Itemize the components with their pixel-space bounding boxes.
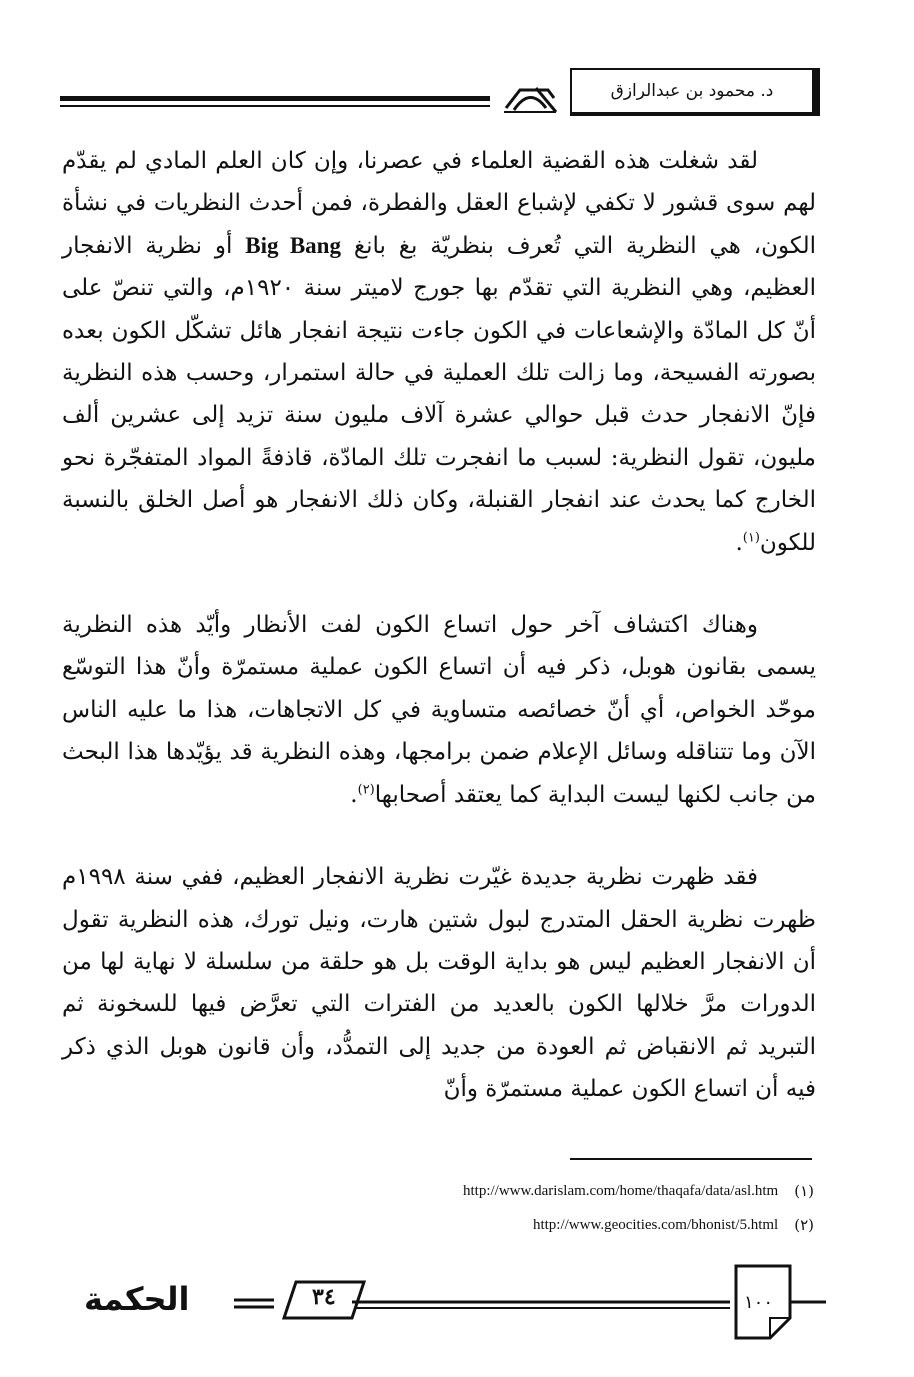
footnote-1 (174, 1174, 814, 1208)
magazine-logo: الحكمة (84, 1280, 190, 1318)
paragraph-1-end: . (735, 529, 743, 556)
paragraph-2-end: . (350, 781, 358, 808)
footnote-separator (570, 1158, 812, 1160)
paragraph-1 (62, 140, 816, 564)
paragraph-3-text: فقد ظهرت نظرية جديدة غيّرت نظرية الانفجار العظيم، ففي سنة ١٩٩٨م ظهرت نظرية الحقل المتدرج لبول شتين هارت، ونيل تورك، هذه النظرية تقول أن الانفجار العظيم ليس هو بداية الوقت بل هو حلقة من سلسلة لا نهاية لها من الدورات مرَّ خلالها الكون بالعديد من الفترات التي تعرَّض فيها للسخونة ثم التبريد ثم الانقباض ثم العودة من جديد إلى التمدُّد، وأن قانون هوبل الذي ذكر فيه أن اتساع الكون عملية مستمرّة وأنّ (62, 864, 816, 1103)
big-bang-term: Big Bang (245, 232, 341, 258)
footnote-2 (174, 1208, 814, 1242)
article-body (62, 140, 816, 1111)
footnotes (174, 1174, 814, 1242)
footnote-ref-1: (١) (742, 530, 760, 545)
page-header (60, 68, 820, 128)
author-name: د. محمود بن عبدالرازق (610, 81, 774, 101)
issue-number: ٣٤ (312, 1284, 336, 1310)
footnote-ref-2: (٢) (357, 782, 375, 798)
pen-icon (500, 78, 560, 118)
footer-ornament (84, 1262, 826, 1342)
paragraph-1-text-b: أو نظرية الانفجار العظيم، وهي النظرية التي تقدّم بها جورج لاميتر سنة ١٩٢٠م، والتي تنصّ على أنّ كل المادّة والإشعاعات في الكون جاءت نتيجة انفجار هائل تشكّل الكون بعده بصورته الفسيحة، وما زالت تلك العملية في حالة استمرار، وحسب هذه النظرية فإنّ الانفجار حدث قبل حوالي عشرة آلاف مليون سنة تزيد إلى عشرين ألف مليون، تقول النظرية: لسبب ما انفجرت تلك المادّة، قاذفةً المواد المتفجّرة نحو الخارج كما يحدث عند انفجار القنبلة، وكان ذلك الانفجار هو أصل الخلق بالنسبة للكون (62, 232, 816, 556)
paragraph-1-text-a: لقد شغلت هذه القضية العلماء في عصرنا، وإن كان العلم المادي لم يقدّم لهم سوى قشور لا تكفي لإشباع العقل والفطرة، فمن أحدث النظريات في نشأة الكون، هي النظرية التي تُعرف بنظريّة بغ بانغ (62, 148, 816, 259)
footnote-link[interactable]: http://www.geocities.com/bhonist/5.html (532, 1217, 779, 1233)
paragraph-2-text: وهناك اكتشاف آخر حول اتساع الكون لفت الأنظار وأيّد هذه النظرية يسمى بقانون هوبل، ذكر فيه أن اتساع الكون عملية مستمرّة وأنّ هذا التوسّع موحّد الخواص، أي أنّ خصائصه متساوية في كل الاتجاهات، هذا ما عليه الناس الآن وما تتناقله وسائل الإعلام ضمن برامجها، وهذه النظرية قد يؤيّدها هذا البحث من جانب لكنها ليست البداية كما يعتقد أصحابها (62, 612, 816, 808)
author-box (570, 68, 820, 116)
page-footer (84, 1262, 826, 1342)
footnote-number: (١) (794, 1182, 814, 1200)
page-number: ١٠٠ (744, 1292, 774, 1313)
paragraph-2 (62, 604, 816, 816)
paragraph-3 (62, 856, 816, 1110)
header-rule (60, 96, 490, 110)
footnote-number: (٢) (794, 1216, 814, 1234)
footnote-link[interactable]: http://www.darislam.com/home/thaqafa/data/asl.htm (463, 1183, 779, 1199)
